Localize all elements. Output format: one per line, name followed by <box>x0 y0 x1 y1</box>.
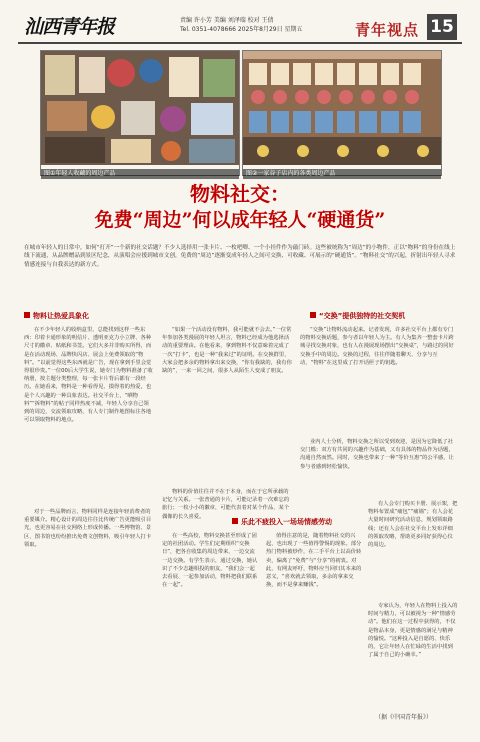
column-2a: “如果一个活动没有物料，我可能就不会去。”一位常年参加各类漫展的年轻人坦言，物料已经成为他选择活动的重要理由。在他看来，拿到物料不仅意味着完成了一次“打卡”，也是一种“我来过”的证明。在交换群里，大家会把多余的物料拿出来交换，“你有我缺的，我有你缺的”，一来一回之间，很多人从陌生人变成了朋友。 <box>162 327 292 375</box>
column-4a: 在一些高校，物料交换甚至形成了固定的社团活动。学生们定期组织“交换日”，把各自收集的周边带来，一边交流一边交换。有学生表示，通过交换，她认识了不少志趣相投的朋友，“我们会一起去看展、一起参加活动，物料把我们联系在一起”。 <box>162 533 258 589</box>
column-3a: “交换”让物料流动起来。记者发现，许多社交平台上都有专门的物料交换话题，参与者以年轻人为主。有人为集齐一整套卡片跨城寻找交换对象，也有人在漫展现场摆出“交换桌”，与路过的同好交换手中的周边。交换的过程，往往伴随着聊天、分享与互动，“物料”在这里成了打开话匣子的钥匙。 <box>300 327 454 366</box>
shop-shelf-photo <box>243 51 441 165</box>
header-meta-editors: 责编 许小芳 美编 刘泽瑞 校对 王倩 <box>180 17 274 24</box>
collectibles-photo <box>41 51 239 165</box>
subhead-marker-icon <box>232 518 238 524</box>
photo-right-caption: 图②一家谷子店内的各类周边产品 <box>243 169 441 179</box>
section-name: 青年视点 <box>355 21 420 39</box>
photo-left-caption: 图①年轻人收藏的周边产品 <box>41 169 239 179</box>
photo-right <box>242 50 442 176</box>
headline-kicker: 物料社交： <box>190 182 290 206</box>
lede: 在城市年轻人的日常中，如何“打开”一个新的社交话题？不少人选择用一张卡片、一枚吧唧、一个小挂件作为敲门砖。这些被统称为“周边”的小物件，正以“物料”的身份在线上线下流通，从品牌赠品到景区纪念，从演唱会应援到城市文创，免费的“周边”逐渐变成年轻人之间可交换、可收藏、可展示的“硬通货”。“物料社交”的兴起，折射出年轻人寻求情感连接与自我表达的新方式。 <box>24 245 456 268</box>
column-6a: 有人会专门购买卡册、展示架，把物料布置成“痛包”“痛墙”；有人会花大量时间研究活动信息，规划领取路线；还有人会在社交平台上发布详细的领取攻略，帮助更多同好获得心仪的周边。 <box>368 501 458 549</box>
column-5a: 值得注意的是，随着物料社交的兴起，也出现了一些值得警惕的现象。部分热门物料被炒作，在二手平台上以高价转卖，偏离了“免费”与“分享”的初衷。对此，有网友呼吁，物料应当回归其本来的意义，“喜欢就去领取，多余的拿来交换，而不是拿来赚钱”。 <box>266 533 362 589</box>
photo-left <box>40 50 240 176</box>
subhead-1-text: 物料让热爱具象化 <box>33 312 89 320</box>
subhead-3-text: 乐此不疲投入一场场情感劳动 <box>241 518 332 526</box>
column-1a: 在不少年轻人的收纳盒里，总能找到这样一些东西：印着卡通形象的明信片、透明亚克力小立牌、各种尺寸的徽章、贴纸和书签。它们大多并非购买所得，而是在活动现场、品牌快闪店、展会上免费领取的“物料”。“以前觉得这些东西就是广告，现在拿到手里会觉得很珍贵。”一位00后大学生说，她专门为物料准备了收纳册，按主题分类整理，每一张卡片背后都有一段经历。在她看来，物料是一种看得见、摸得着的热爱，也是个人兴趣的一种具象表达。社交平台上，“晒物料”“拆物料”的帖子同样热度不减，年轻人分享自己领到的周边，交流领取攻略，有人专门制作地图标注各地可以领取物料的地点。 <box>24 327 153 424</box>
subhead-3 <box>232 516 332 528</box>
subhead-2-text: “交换”提供独特的社交契机 <box>319 312 406 320</box>
header-meta-date: Tel. 0351-4078666 2025年8月29日 星期五 <box>180 26 303 33</box>
headline: 免费“周边”何以成年轻人“硬通货” <box>94 209 386 231</box>
masthead: 汕西青年报 <box>24 16 115 38</box>
subhead-2 <box>310 310 405 322</box>
source-credit: （据《中国青年报》） <box>375 714 433 721</box>
subhead-1 <box>24 310 89 322</box>
subhead-marker-icon <box>310 312 316 318</box>
column-6b: 专家认为，年轻人在物料上投入的时间与精力，可以被视为一种“情感劳动”。他们在这一过程中获得的，不仅是物品本身，更是情感的满足与精神的愉悦。“这种投入是自愿的、快乐的，它让年轻人在忙碌的生活中找到了属于自己的小确幸。” <box>368 603 458 659</box>
header-rule <box>18 42 462 44</box>
column-3b: 业内人士分析，物料交换之所以受到欢迎，是因为它降低了社交门槛：双方有共同的兴趣作为基础，又有具体的物品作为话题，沟通自然而然。同时，交换也带来了一种“等价互惠”的公平感，让参与者感到轻松愉快。 <box>300 439 454 470</box>
page-number: 15 <box>427 14 457 40</box>
subhead-marker-icon <box>24 312 30 318</box>
column-1b: 对于一些品牌而言，物料同样是连接年轻消费者的重要媒介。精心设计的周边往往比传统广告更能吸引目光，也更容易在社交网络上形成传播。一些博物馆、景区、图书馆也纷纷推出免费文创物料，吸引年轻人打卡领取。 <box>24 509 152 548</box>
column-2b: 物料的价值往往并不在于本身，而在于它所承载的记忆与关系。一张普通的卡片，可能记录着一次难忘的旅行；一枚小小的徽章，可能代表着对某个作品、某个偶像的长久喜爱。 <box>162 489 290 520</box>
